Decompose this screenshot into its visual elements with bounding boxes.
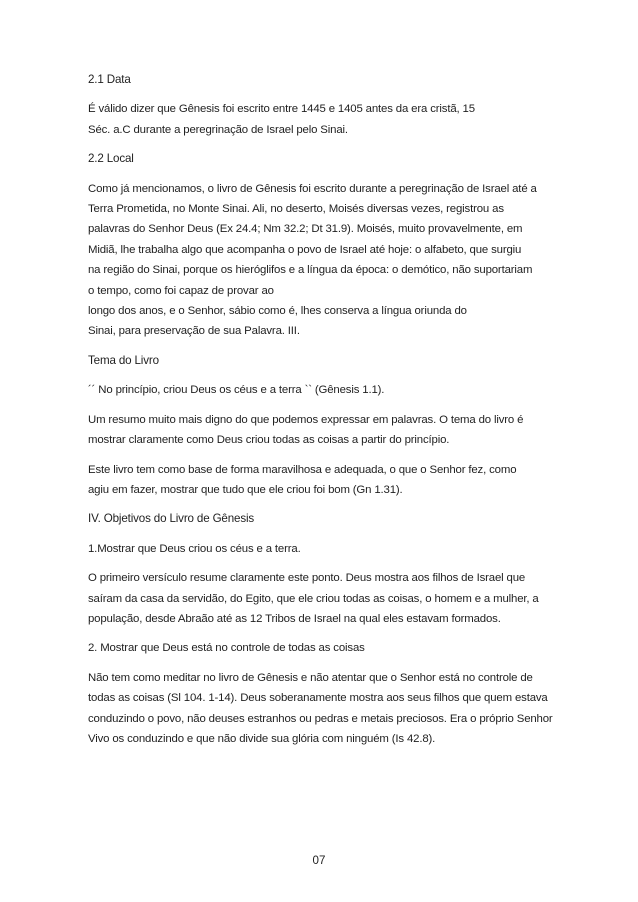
text-line: Este livro tem como base de forma maravilhosa e adequada, o que o Senhor fez, como <box>88 463 517 476</box>
text-line: saíram da casa da servidão, do Egito, que ele criou todas as coisas, o homem e a mulher, a <box>88 592 539 605</box>
text-line: 2. Mostrar que Deus está no controle de todas as coisas <box>88 642 365 655</box>
quote-genesis-1-1 <box>88 380 558 400</box>
heading-2-2-local <box>88 149 558 169</box>
text-line: Tema do Livro <box>88 353 159 367</box>
text-line: É válido dizer que Gênesis foi escrito entre 1445 e 1405 antes da era cristã, 15 <box>88 103 475 116</box>
text-line: mostrar claramente como Deus criou todas as coisas a partir do princípio. <box>88 434 450 447</box>
text-line: O primeiro versículo resume claramente este ponto. Deus mostra aos filhos de Israel que <box>88 572 526 585</box>
text-line: Terra Prometida, no Monte Sinai. Ali, no deserto, Moisés diversas vezes, registrou as <box>88 203 504 216</box>
text-line: longo dos anos, e o Senhor, sábio como é, lhes conserva a língua oriunda do <box>88 305 467 318</box>
paragraph-data <box>88 99 558 140</box>
text-line: população, desde Abraão até as 12 Tribos de Israel na qual eles estavam formados. <box>88 612 501 625</box>
text-line: ´´ No princípio, criou Deus os céus e a terra `` (Gênesis 1.1). <box>88 384 385 397</box>
paragraph-local <box>88 179 558 342</box>
page-number: 07 <box>312 854 326 867</box>
objective-2 <box>88 638 558 658</box>
text-line: 2.1 Data <box>88 73 131 86</box>
page-content <box>88 70 558 749</box>
paragraph-resumo <box>88 410 558 451</box>
objective-1 <box>88 539 558 559</box>
text-line: o tempo, como foi capaz de provar ao <box>88 284 274 297</box>
text-line: Séc. a.C durante a peregrinação de Israel pelo Sinai. <box>88 123 348 136</box>
heading-objetivos <box>88 509 558 529</box>
text-line: Midiã, lhe trabalha algo que acompanha o povo de Israel até hoje: o alfabeto, que surgiu <box>88 243 522 256</box>
heading-tema-do-livro <box>88 351 558 371</box>
text-line: Não tem como meditar no livro de Gênesis e não atentar que o Senhor está no controle de <box>88 671 533 684</box>
text-line: 1.Mostrar que Deus criou os céus e a terra. <box>88 542 301 555</box>
paragraph-objective-1 <box>88 568 558 629</box>
text-line: todas as coisas (Sl 104. 1-14). Deus soberanamente mostra aos seus filhos que quem estava <box>88 692 548 705</box>
text-line: 2.2 Local <box>88 152 134 166</box>
text-line: Como já mencionamos, o livro de Gênesis foi escrito durante a peregrinação de Israel até a <box>88 182 537 195</box>
text-line: agiu em fazer, mostrar que tudo que ele criou foi bom (Gn 1.31). <box>88 483 403 496</box>
text-line: Vivo os conduzindo e que não divide sua glória com ninguém (Is 42.8). <box>88 732 436 745</box>
text-line: palavras do Senhor Deus (Ex 24.4; Nm 32.2; Dt 31.9). Moisés, muito provavelmente, em <box>88 223 523 236</box>
text-line: Um resumo muito mais digno do que podemos expressar em palavras. O tema do livro é <box>88 413 524 426</box>
text-line: Sinai, para preservação de sua Palavra. III. <box>88 325 300 338</box>
text-line: na região do Sinai, porque os hieróglifos e a língua da época: o demótico, não suportariam <box>88 264 533 277</box>
heading-2-1-data <box>88 70 558 90</box>
text-line: IV. Objetivos do Livro de Gênesis <box>88 512 255 526</box>
paragraph-base <box>88 460 558 501</box>
text-line: conduzindo o povo, não deuses estranhos ou pedras e metais preciosos. Era o próprio Senhor <box>88 712 553 725</box>
paragraph-objective-2 <box>88 668 558 750</box>
